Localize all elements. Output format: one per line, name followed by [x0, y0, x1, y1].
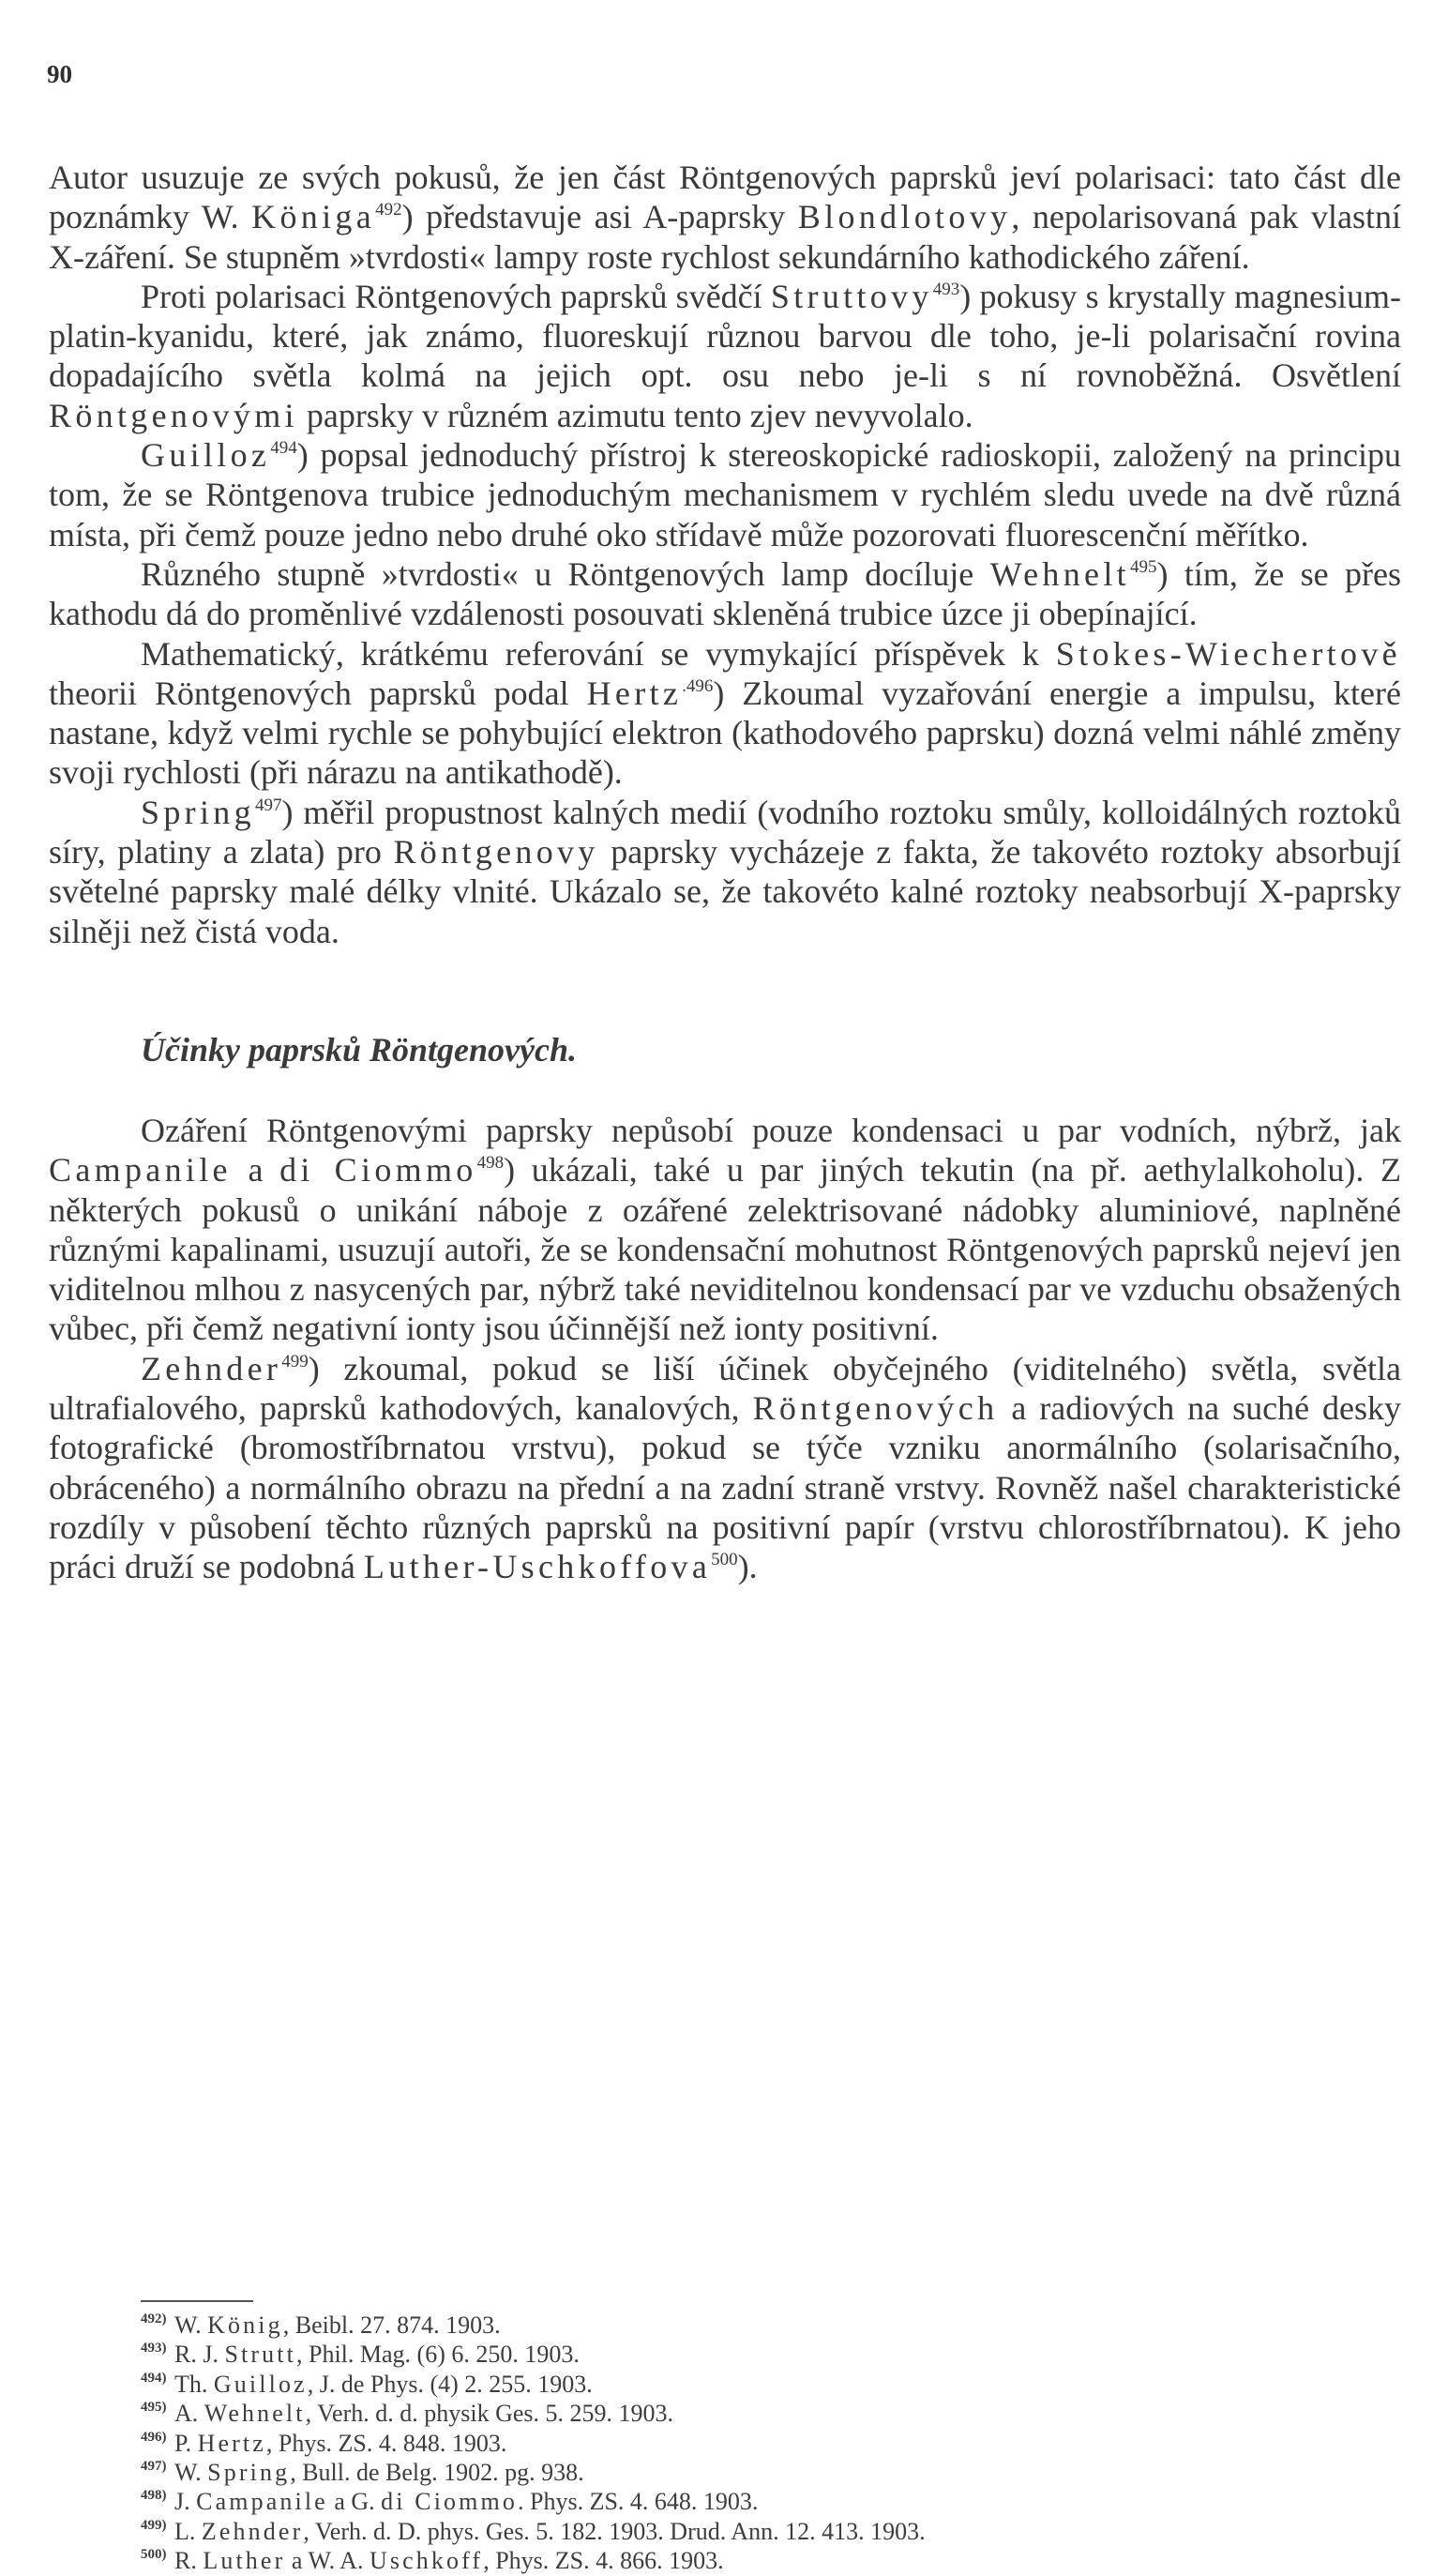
footnote-number: 495)	[141, 2400, 167, 2416]
text-run: ) pokusy s krystally magnesium-platin-kyanidu, které, jak známo, fluoreskují různou barvou dle toho, je-li polarisační rovina dopadajícího světla kolmá na jejich opt. osu nebo je-li s ní rovnoběžná. Osvětlení	[49, 277, 1402, 395]
spaced-name: Struttovy	[770, 277, 933, 315]
footnote-number: 497)	[141, 2459, 167, 2475]
page-number: 90	[47, 60, 72, 88]
footnote	[141, 2370, 1407, 2399]
paragraph	[49, 634, 1401, 793]
footnote	[141, 2311, 1407, 2340]
footnote-text	[174, 2399, 1407, 2428]
paragraph	[49, 158, 1401, 277]
footnote-ref: .496	[682, 675, 714, 696]
text-run: ) ukázali, také u par jiných tekutin (na př. aethylalkoholu). Z některých pokusů o unikání náboje z ozářené zelektrisované nádobky aluminiové, naplněné různými kapalinami, usuzují autoři, že se kondensační mohutnost Röntgenových paprsků nejeví jen viditelnou mlhou z nasycených par, nýbrž také neviditelnou kondensací par ve vzduchu obsažených vůbec, při čemž negativní ionty jsou účinnější než ionty positivní.	[49, 1151, 1402, 1348]
text-run: Th.	[174, 2370, 214, 2398]
text-run: . Phys. ZS. 4. 648. 1903.	[518, 2488, 759, 2516]
page-body	[49, 158, 1401, 1587]
spaced-name: Zehnder	[201, 2517, 304, 2545]
spaced-name: Guilloz	[141, 436, 271, 475]
footnote-ref: 494	[270, 438, 297, 459]
text-run: , Bull. de Belg. 1902. pg. 938.	[290, 2459, 584, 2487]
spaced-name: Spring	[141, 793, 255, 831]
spaced-name: Strutt	[224, 2341, 296, 2369]
spaced-name: Röntgenových	[752, 1389, 999, 1428]
text-run: ) tím, že se přes kathodu dá do proměnlivé vzdálenosti posouvati skleněná trubice úzce ji obepínající.	[49, 554, 1401, 633]
spaced-name: di Ciommo	[381, 2488, 518, 2516]
footnote-text	[174, 2370, 1407, 2399]
section-paragraphs	[49, 1111, 1401, 1587]
text-run: , Verh. d. d. physik Ges. 5. 259. 1903.	[305, 2400, 674, 2428]
text-run: ) Zkoumal vyzařování energie a impulsu, které nastane, když velmi rychle se pohybující elektron (kathodového paprsku) dozná velmi náhlé změny svoji rychlosti (při nárazu na antikathodě).	[49, 674, 1401, 792]
footnote-text	[174, 2340, 1407, 2369]
footnote-number: 494)	[141, 2370, 167, 2386]
text-run: W.	[174, 2459, 208, 2487]
spaced-name: Hertz	[197, 2429, 266, 2457]
text-run: a radiových na suché desky fotografické (bromostříbrnatou vrstvu), pokud se týče vzniku anormálního (solarisačního, obráceného) a normálního obrazu na přední a na zadní straně vrstvy. Rovněž našel charakteristické rozdíly v působení těchto různých paprsků na positivní papír (vrstvu chlorostříbrnatou). K jeho práci druží se podobná	[49, 1389, 1402, 1586]
text-run: , J. de Phys. (4) 2. 255. 1903.	[307, 2370, 593, 2398]
text-run: P.	[174, 2429, 198, 2457]
footnotes	[141, 2311, 1407, 2576]
text-run: , Phys. ZS. 4. 866. 1903.	[483, 2547, 724, 2575]
footnote-number: 493)	[141, 2341, 167, 2356]
text-run: ) popsal jednoduchý přístroj k stereoskopické radioskopii, založený na principu tom, že se Röntgenova trubice jednoduchým mechanismem v rychlém sledu uvede na dvě různá místa, při čemž pouze jedno nebo druhé oko střídavě může pozorovati fluorescenční měřítko.	[49, 436, 1401, 553]
spaced-name: Guilloz	[213, 2370, 308, 2398]
spaced-name: Campanile	[196, 2488, 328, 2516]
text-run: A.	[174, 2400, 204, 2428]
paragraph	[49, 1349, 1401, 1587]
spaced-name: Wehnelt	[204, 2400, 306, 2428]
text-run: , Phys. ZS. 4. 848. 1903.	[265, 2429, 507, 2457]
paragraph	[49, 277, 1401, 435]
footnote-number: 498)	[141, 2488, 167, 2504]
footnote	[141, 2429, 1407, 2458]
text-run: L.	[174, 2517, 202, 2545]
text-run: Různého stupně »tvrdosti« u Röntgenových lamp docíluje	[141, 554, 990, 593]
spaced-name: Wehnelt	[989, 554, 1130, 593]
spaced-name: Königa	[251, 198, 376, 236]
footnote-ref: 495	[1129, 556, 1157, 577]
footnote-number: 496)	[141, 2429, 167, 2445]
spaced-name: Röntgenovy	[393, 833, 599, 871]
text-run: paprsky v různém azimutu tento zjev nevyvolalo.	[297, 396, 973, 434]
footnote-text	[174, 2517, 1407, 2546]
paragraph	[49, 793, 1401, 951]
text-run: , Beibl. 27. 874. 1903.	[282, 2311, 501, 2339]
paragraph	[49, 1111, 1401, 1349]
footnote-ref: 497	[254, 795, 282, 815]
footnote-text	[174, 2458, 1407, 2487]
text-run: paprsky vycházeje z fakta, že takovéto roztoky absorbují světelné paprsky malé délky vlnité. Ukázalo se, že takovéto kalné roztoky neabsorbují X-paprsky silněji než čistá voda.	[49, 833, 1401, 950]
text-run: Proti polarisaci Röntgenových paprsků svědčí	[141, 277, 771, 315]
footnote	[141, 2458, 1407, 2487]
section-heading: Účinky paprsků Röntgenových.	[141, 1030, 578, 1068]
spaced-name: König	[207, 2311, 283, 2339]
text-run: J.	[174, 2488, 197, 2516]
spaced-name: Campanile	[49, 1151, 232, 1190]
footnote-ref: 493	[932, 279, 960, 299]
text-run: Ozáření Röntgenovými paprsky nepůsobí pouze kondensaci u par vodních, nýbrž, jak	[141, 1111, 1401, 1149]
footnote-number: 500)	[141, 2547, 167, 2563]
footnote	[141, 2340, 1407, 2369]
paragraph	[49, 435, 1401, 554]
spaced-name: Zehnder	[141, 1349, 282, 1387]
text-run: ) představuje asi A-paprsky	[401, 198, 798, 236]
footnote-number: 499)	[141, 2517, 167, 2533]
footnote-text	[174, 2311, 1407, 2340]
text-run: ) zkoumal, pokud se liší účinek obyčejného (viditelného) světla, světla ultrafialového, paprsků kathodových, kanalových,	[49, 1349, 1401, 1428]
text-run: Autor usuzuje ze svých pokusů, že jen část Röntgenových paprsků jeví polarisaci: tato část dle poznámky W.	[49, 159, 1401, 236]
text-run: a W. A.	[285, 2547, 370, 2575]
spaced-name: Blondlotovy	[797, 198, 1012, 236]
footnote-text	[174, 2487, 1407, 2516]
footnote	[141, 2399, 1407, 2428]
spaced-name: Stokes-Wiechertově	[1055, 634, 1401, 673]
spaced-name: Hertz	[586, 674, 683, 712]
footnote-ref: 500	[711, 1550, 738, 1570]
footnote-ref: 492	[375, 200, 402, 220]
spaced-name: Röntgenovými	[49, 396, 298, 434]
spaced-name: Uschkoff	[369, 2547, 484, 2575]
spaced-name: Spring	[207, 2459, 291, 2487]
text-run: ) měřil propustnost kalných medií (vodního roztoku smůly, kolloidálných roztoků síry, platiny a zlata) pro	[49, 793, 1401, 871]
footnote-number: 492)	[141, 2311, 167, 2326]
text-run: W.	[174, 2311, 208, 2339]
spaced-name: Luther-Uschkoffova	[363, 1548, 712, 1586]
text-run: Mathematický, krátkému referování se vymykající příspěvek k	[141, 634, 1056, 673]
footnote	[141, 2487, 1407, 2516]
text-run: R. J.	[174, 2341, 225, 2369]
text-run: , nepolarisovaná pak vlastní X-záření. Se stupněm »tvrdosti« lampy roste rychlost sekundárního kathodického záření.	[49, 198, 1401, 276]
text-run: theorii Röntgenových paprsků podal	[49, 674, 587, 712]
footnote-ref: 498	[476, 1153, 505, 1174]
text-run: , Phil. Mag. (6) 6. 250. 1903.	[295, 2341, 580, 2369]
spaced-name: Luther	[203, 2547, 286, 2575]
paragraphs-before-section	[49, 158, 1401, 951]
footnote	[141, 2517, 1407, 2546]
text-run: ).	[737, 1548, 758, 1586]
text-run: a	[231, 1151, 280, 1190]
paragraph	[49, 554, 1401, 634]
text-run: , Verh. d. D. phys. Ges. 5. 182. 1903. Drud. Ann. 12. 413. 1903.	[303, 2517, 926, 2545]
footnote-rule	[141, 2300, 253, 2302]
text-run: R.	[174, 2547, 204, 2575]
text-run: a G.	[327, 2488, 382, 2516]
footnote-ref: 499	[281, 1351, 309, 1371]
footnote	[141, 2546, 1407, 2575]
footnote-text	[174, 2429, 1407, 2458]
spaced-name: di Ciommo	[279, 1151, 477, 1190]
footnote-text	[174, 2546, 1407, 2575]
